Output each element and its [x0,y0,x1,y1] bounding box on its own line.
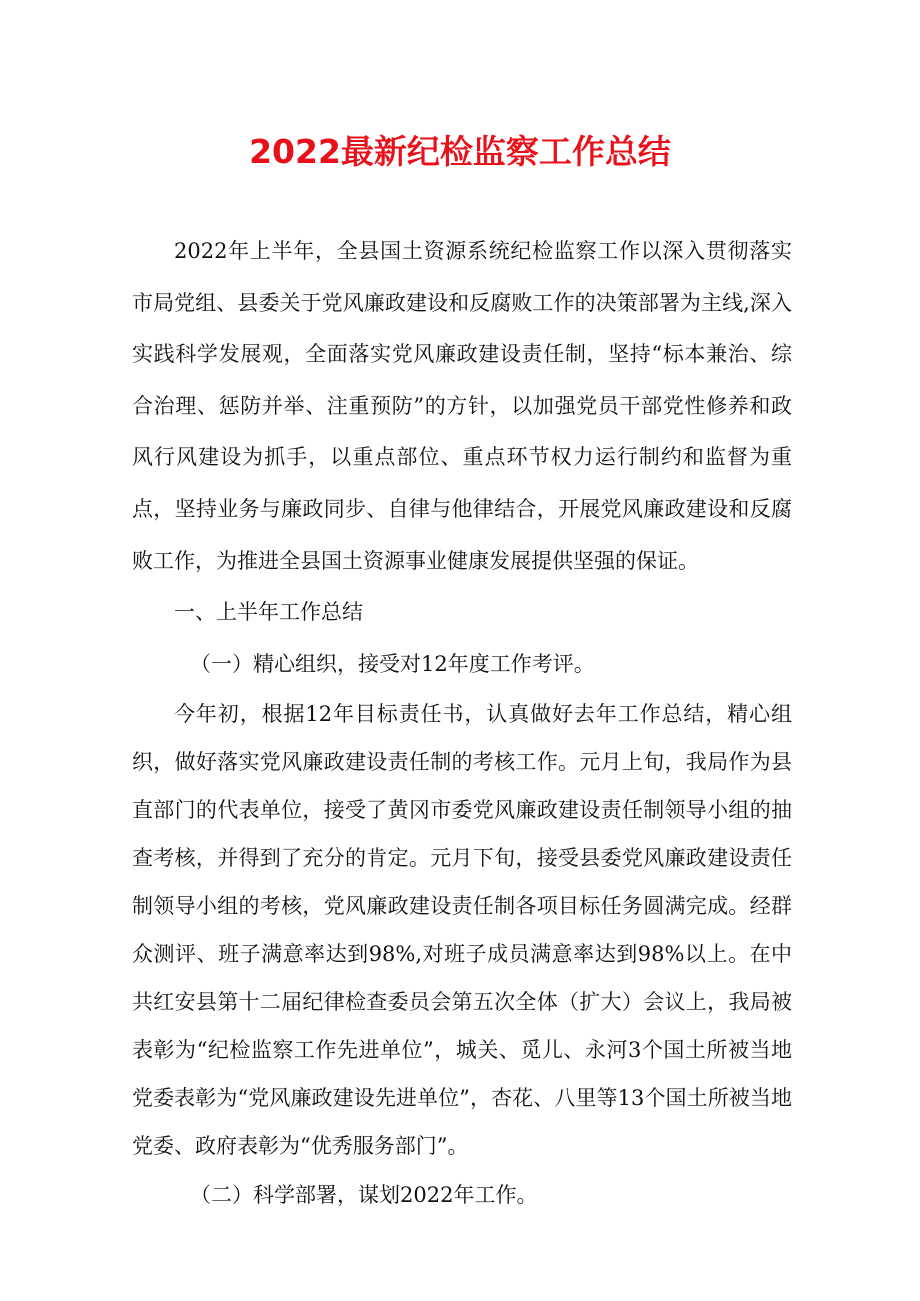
intro-paragraph: 2022年上半年，全县国土资源系统纪检监察工作以深入贯彻落实市局党组、县委关于党风廉政建设和反腐败工作的决策部署为主线,深入实践科学发展观，全面落实党风廉政建设责任制，坚持“标本兼治、综合治理、惩防并举、注重预防”的方针，以加强党员干部党性修养和政风行风建设为抓手，以重点部位、重点环节权力运行制约和监督为重点，坚持业务与廉政同步、自律与他律结合，开展党风廉政建设和反腐败工作，为推进全县国土资源事业健康发展提供坚强的保证。 [132,239,792,573]
document-title: 2022最新纪检监察工作总结 [249,132,671,171]
subsection-heading-2: （二）科学部署，谋划2022年工作。 [190,1183,538,1208]
section-heading: 一、上半年工作总结 [174,600,363,625]
subsection-heading-1: （一）精心组织，接受对12年度工作考评。 [190,651,595,676]
document-body [132,226,792,1222]
body-paragraph: 今年初，根据12年目标责任书，认真做好去年工作总结，精心组织，做好落实党风廉政建设责任制的考核工作。元月上旬，我局作为县直部门的代表单位，接受了黄冈市委党风廉政建设责任制领导小组的抽查考核，并得到了充分的肯定。元月下旬，接受县委党风廉政建设责任制领导小组的考核，党风廉政建设责任制各项目标任务圆满完成。经群众测评、班子满意率达到98%,对班子成员满意率达到98%以上。在中共红安县第十二届纪律检查委员会第五次全体（扩大）会议上，我局被表彰为“纪检监察工作先进单位”，城关、觅儿、永河3个国土所被当地党委表彰为“党风廉政建设先进单位”，杏花、八里等13个国土所被当地党委、政府表彰为“优秀服务部门”。 [132,702,792,1159]
